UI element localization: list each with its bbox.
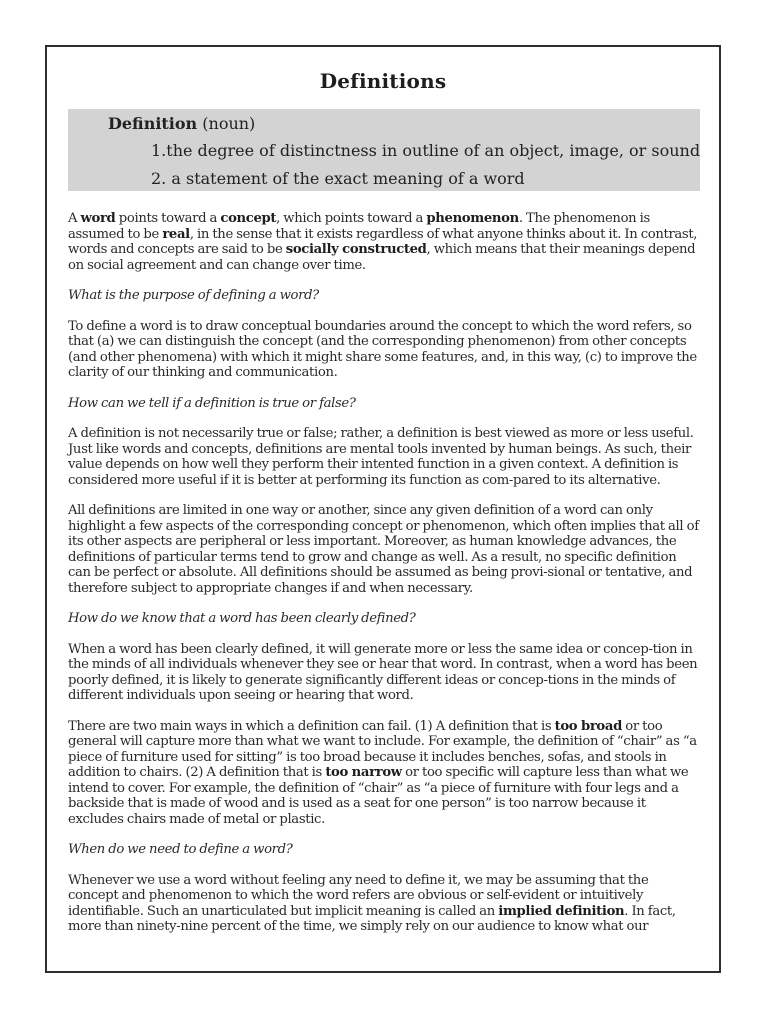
text-run: points toward a (115, 211, 221, 226)
bold-term: too broad (554, 718, 622, 734)
definition-box (68, 109, 700, 191)
definition-part-of-speech: (noun) (202, 114, 256, 133)
text-run: What is the purpose of defining a word? (68, 288, 319, 303)
text-run: , which means that their meanings depend on social agreement and can change over time. (68, 242, 696, 273)
text-run: Whenever we use a word without feeling any need to define it, we may be assuming that the concept and phenomenon to which the word refers are obvious or self-evident or intuitively identifiable. Such an unarticulated but implicit meaning is called an (68, 872, 649, 919)
definition-sense-2: 2. a statement of the exact meaning of a word (151, 169, 525, 188)
page-title: Definitions (319, 69, 447, 93)
article-body (68, 211, 700, 950)
definition-sense-1: 1.the degree of distinctness in outline of an object, image, or sound (151, 141, 701, 160)
text-run: . The phenomenon is assumed to be (68, 211, 650, 242)
question-heading (68, 288, 700, 304)
body-paragraph (68, 642, 700, 704)
text-run: or too general will capture more than what we want to include. For example, the definition of “chair” as “a piece of furniture used for sitting” is too broad because it includes benches, sofas, and stools in addition to chairs. (2) A definition that is (68, 718, 697, 780)
definition-term: Definition (108, 114, 198, 133)
text-run: There are two main ways in which a definition can fail. (1) A definition that is (68, 718, 555, 734)
page-frame (45, 45, 721, 973)
bold-term: concept (220, 211, 277, 226)
text-run: , in the sense that it exists regardless of what anyone thinks about it. In contrast, words and concepts are said to be (68, 226, 698, 257)
body-paragraph (68, 503, 700, 596)
text-run: All definitions are limited in one way or another, since any given definition of a word can only highlight a few aspects of the corresponding concept or phenomenon, which often implies that all of its other aspects are peripheral or less important. Moreover, as human knowledge advances, the definitions of particular terms tend to grow and change as well. As a result, no specific definition can be perfect or absolute. All definitions should be assumed as being provi-sional or tentative, and therefore subject to appropriate changes if and when necessary. (68, 503, 699, 596)
text-run: , which points toward a (276, 211, 427, 226)
body-paragraph (68, 211, 700, 273)
body-paragraph (68, 426, 700, 488)
bold-term: phenomenon (426, 211, 519, 226)
text-run: When do we need to define a word? (68, 842, 293, 857)
text-run: or too specific will capture less than what we intend to cover. For example, the definition of “chair” as “a piece of furniture with four legs and a backside that is made of wood and is used as a seat for one person” is too narrow because it excludes chairs made of metal or plastic. (68, 765, 689, 827)
body-paragraph (68, 873, 700, 935)
bold-term: too narrow (325, 765, 402, 780)
text-run: To define a word is to draw conceptual boundaries around the concept to which the word refers, so that (a) we can distinguish the concept (and the corresponding phenomenon) from other concepts (and other phenomena) with which it might share some features, and, in this way, (c) to improve the clarity of our thinking and communication. (68, 318, 697, 380)
text-run: How do we know that a word has been clearly defined? (68, 611, 416, 626)
bold-term: real (162, 226, 190, 242)
bold-term: socially constructed (285, 242, 427, 257)
text-run: A (68, 211, 81, 226)
body-paragraph (68, 719, 700, 828)
question-heading (68, 396, 700, 412)
text-run: How can we tell if a definition is true or false? (68, 395, 356, 411)
definition-heading (108, 114, 255, 133)
text-run: . In fact, more than ninety-nine percent of the time, we simply rely on our audience to know what our (68, 903, 676, 934)
bold-term: implied definition (498, 903, 625, 919)
text-run: A definition is not necessarily true or false; rather, a definition is best viewed as more or less useful. Just like words and concepts, definitions are mental tools invented by human beings. As such, their value depends on how well they perform their intented function in a given context. A definition is considered more useful if it is better at performing its function as com-pared to its alternative. (68, 426, 694, 488)
question-heading (68, 842, 700, 858)
text-run: When a word has been clearly defined, it will generate more or less the same idea or concep-tion in the minds of all individuals whenever they see or hear that word. In contrast, when a word has been poorly defined, it is likely to generate significantly different ideas or concep-tions in the minds of different individuals upon seeing or hearing that word. (68, 641, 698, 703)
question-heading (68, 611, 700, 627)
bold-term: word (80, 211, 116, 226)
body-paragraph (68, 319, 700, 381)
